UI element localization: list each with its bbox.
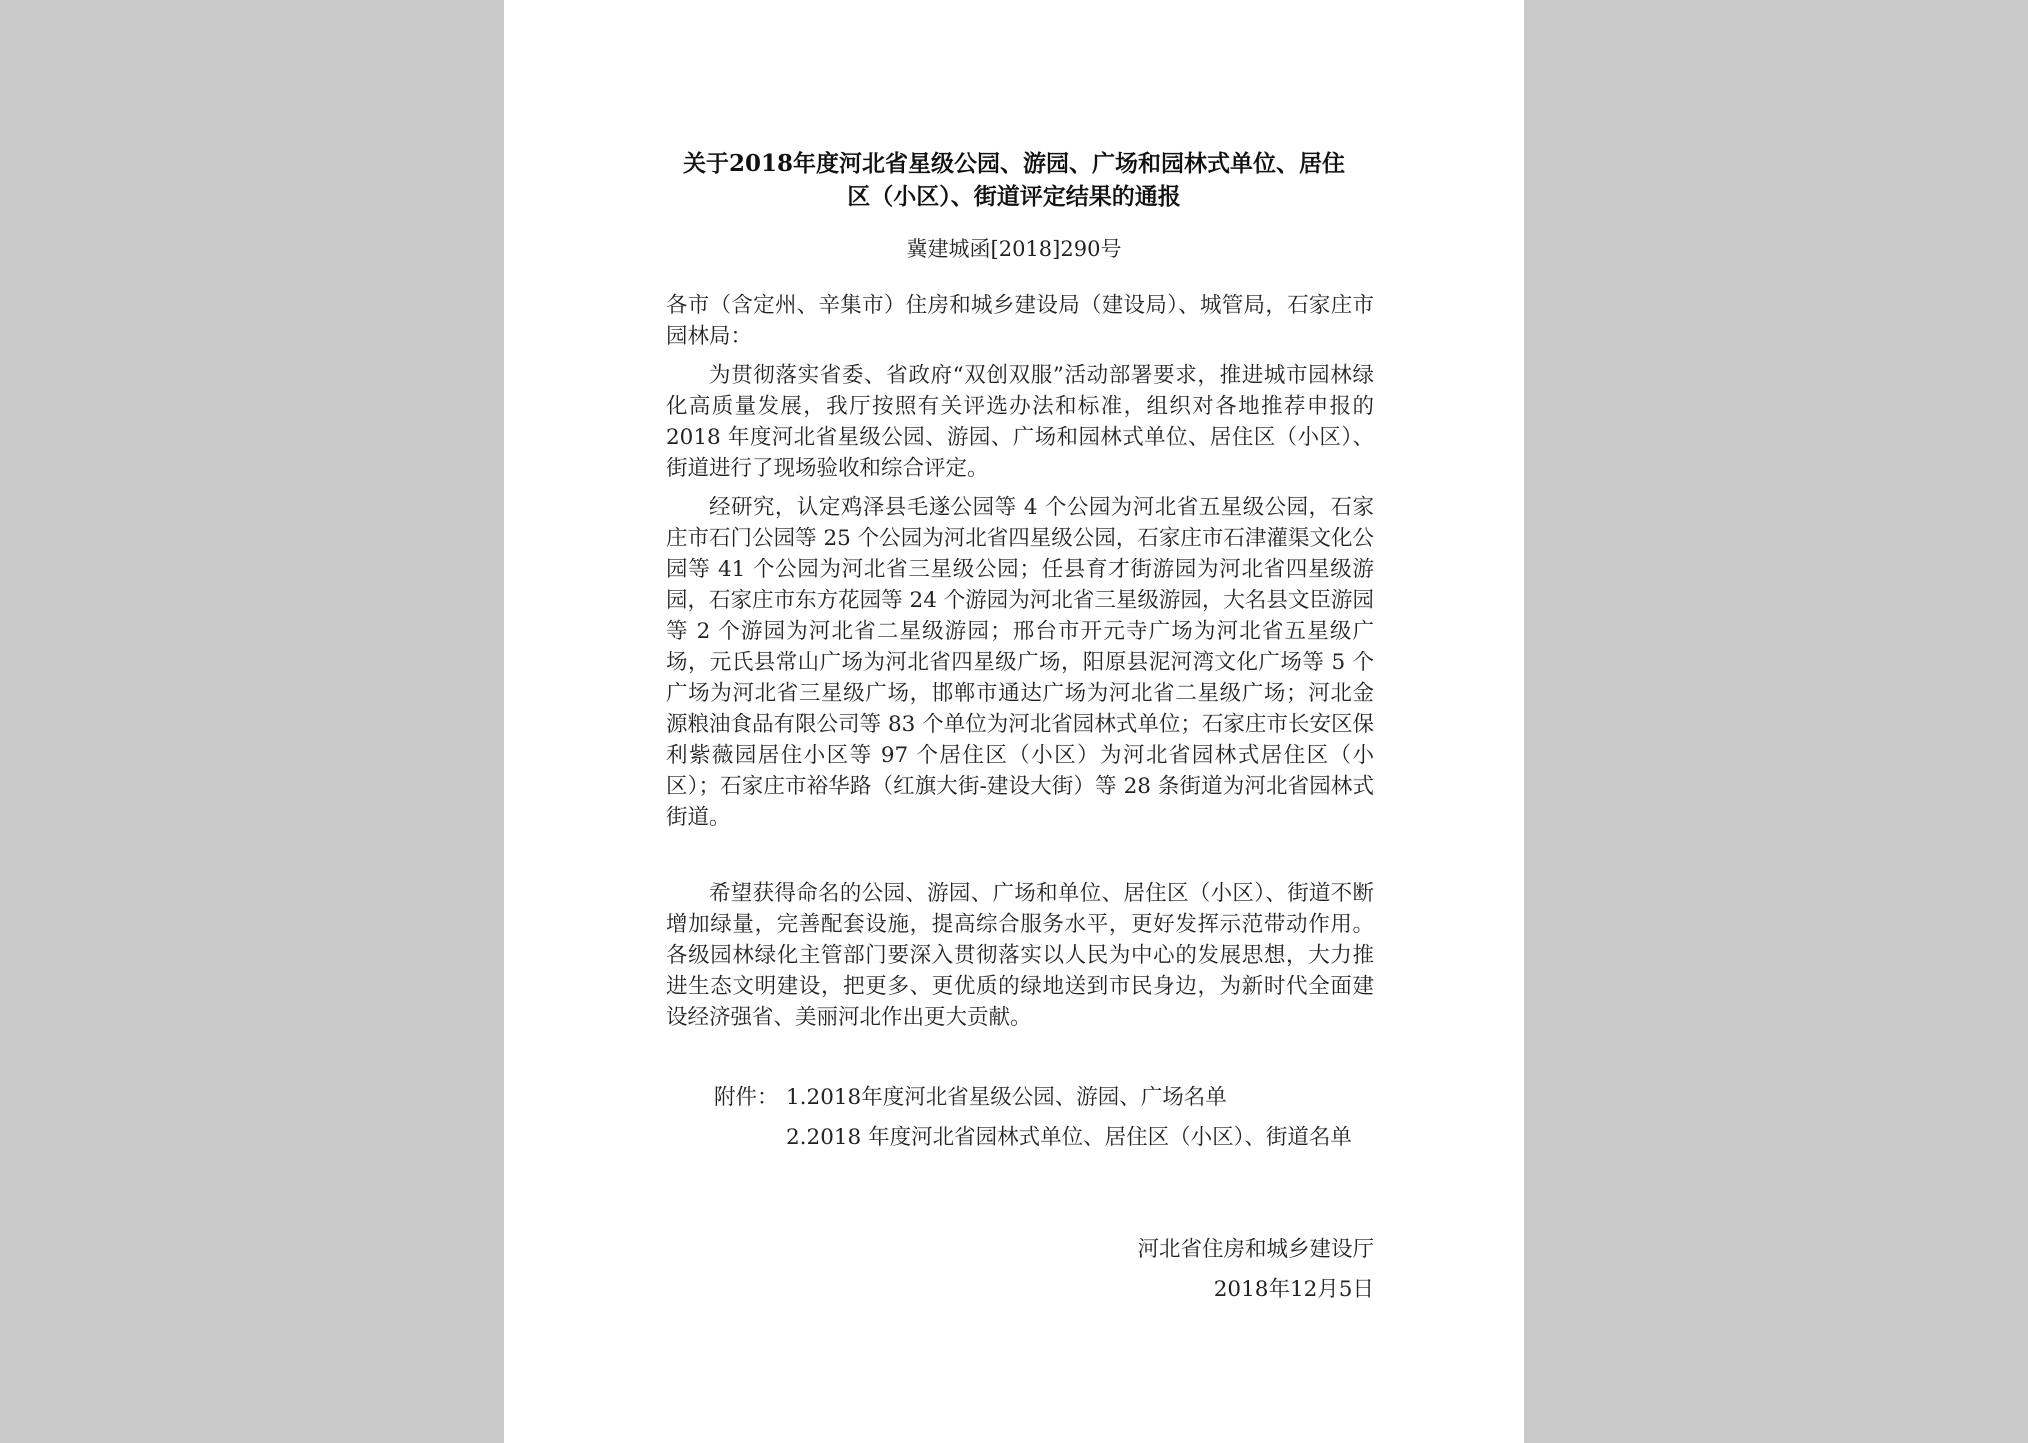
attachment-1: 1.2018年度河北省星级公园、游园、广场名单 [786, 1085, 1227, 1110]
paragraph-1: 为贯彻落实省委、省政府“双创双服”活动部署要求，推进城市园林绿化高质量发展，我厅按照有关评选办法和标准，组织对各地推荐申报的 2018 年度河北省星级公园、游园、广场和园林式单位、居住区（小区）、街道进行了现场验收和综合评定。 [666, 363, 1374, 481]
document-page [504, 0, 1524, 1443]
signature-date: 2018年12月5日 [1213, 1277, 1374, 1302]
signature-organization: 河北省住房和城乡建设厅 [1137, 1237, 1374, 1262]
attachment-2: 2.2018 年度河北省园林式单位、居住区（小区）、街道名单 [786, 1125, 1352, 1150]
document-title [504, 147, 1524, 213]
document-number: 冀建城函[2018]290号 [906, 237, 1122, 261]
paragraph-2: 经研究，认定鸡泽县毛遂公园等 4 个公园为河北省五星级公园，石家庄市石门公园等 25 个公园为河北省四星级公园，石家庄市石津灌渠文化公园等 41 个公园为河北省三星级公园；任县育才街游园为河北省四星级游园，石家庄市东方花园等 24 个游园为河北省三星级游园，大名县文臣游园等 2 个游园为河北省二星级游园；邢台市开元寺广场为河北省五星级广场，元氏县常山广场为河北省四星级广场，阳原县泥河湾文化广场等 5 个广场为河北省三星级广场，邯郸市通达广场为河北省二星级广场；河北金源粮油食品有限公司等 83 个单位为河北省园林式单位；石家庄市长安区保利紫薇园居住小区等 97 个居住区（小区）为河北省园林式居住区（小区）；石家庄市裕华路（红旗大街-建设大街）等 28 条街道为河北省园林式街道。 [666, 495, 1374, 830]
title-line-1: 关于2018年度河北省星级公园、游园、广场和园林式单位、居住 [682, 150, 1345, 177]
title-line-2: 区（小区）、街道评定结果的通报 [847, 183, 1181, 210]
salutation: 各市（含定州、辛集市）住房和城乡建设局（建设局）、城管局，石家庄市园林局： [666, 293, 1374, 349]
attachments-label: 附件： [714, 1085, 779, 1110]
paragraph-3: 希望获得命名的公园、游园、广场和单位、居住区（小区）、街道不断增加绿量，完善配套设施，提高综合服务水平，更好发挥示范带动作用。各级园林绿化主管部门要深入贯彻落实以人民为中心的发展思想，大力推进生态文明建设，把更多、更优质的绿地送到市民身边，为新时代全面建设经济强省、美丽河北作出更大贡献。 [666, 881, 1374, 1030]
